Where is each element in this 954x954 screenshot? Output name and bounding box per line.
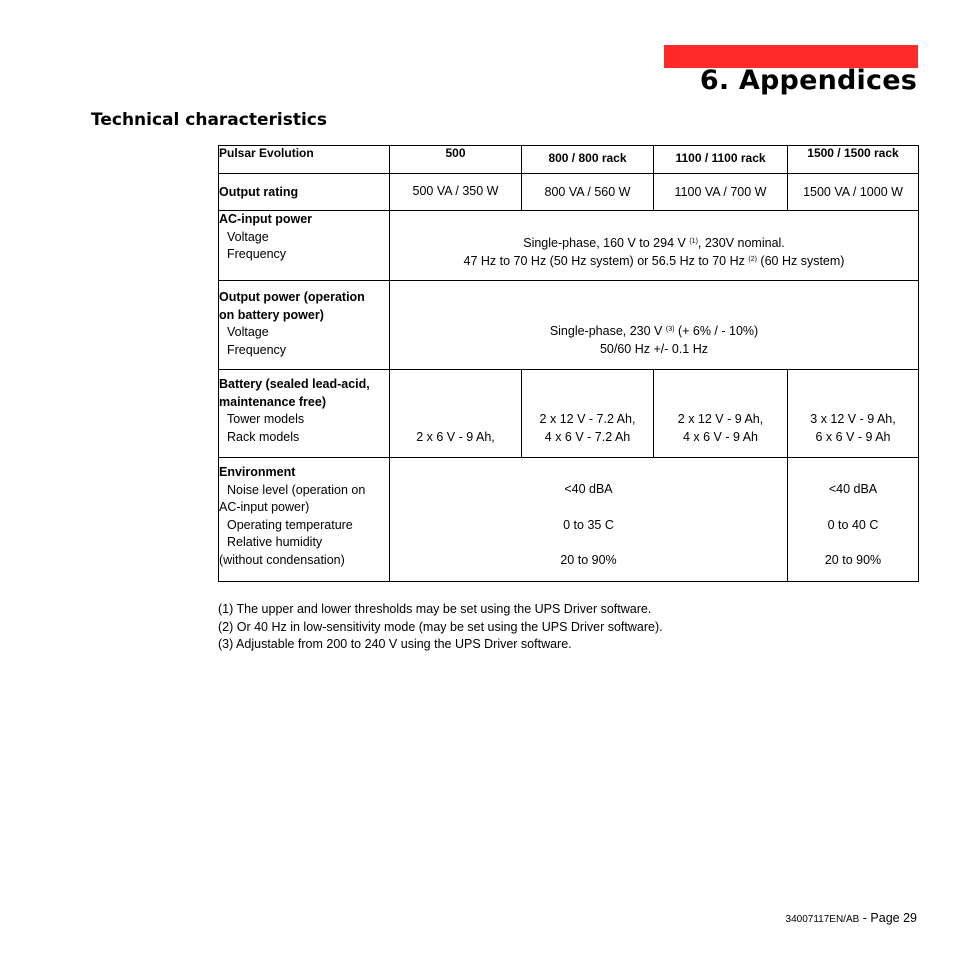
- label-ac-input-title: AC-input power: [219, 212, 313, 226]
- footnote-3: (3) Adjustable from 200 to 240 V using the UPS Driver software.: [218, 637, 572, 651]
- label-noise-2: AC-input power): [219, 500, 310, 514]
- label-humidity-1: Relative humidity: [227, 535, 323, 549]
- label-output-rating: Output rating: [219, 174, 390, 211]
- label-output-battery-title2: on battery power): [219, 307, 324, 322]
- footnotes: [218, 601, 663, 654]
- env-b-temperature: 0 to 40 C: [827, 517, 879, 532]
- label-output-battery: [219, 281, 390, 370]
- ob-voltage-text: Single-phase, 230 V: [549, 324, 663, 338]
- label-battery: [219, 370, 390, 458]
- value-battery-500: 2 x 6 V - 9 Ah,: [390, 370, 522, 458]
- page-number: - Page 29: [862, 911, 917, 925]
- label-ac-voltage: Voltage: [227, 229, 269, 244]
- value-output-1100: 1100 VA / 700 W: [654, 174, 788, 211]
- ob-frequency: 50/60 Hz +/- 0.1 Hz: [599, 341, 709, 356]
- header-cell-500: 500: [390, 146, 522, 174]
- header-cell-1500: 1500 / 1500 rack: [788, 146, 919, 174]
- label-tower-models: Tower models: [227, 412, 305, 426]
- value-environment-a: [390, 458, 788, 582]
- env-a-temperature: 0 to 35 C: [563, 517, 614, 532]
- battery-800-tower: 2 x 12 V - 7.2 Ah,: [539, 412, 636, 426]
- label-noise-1: Noise level (operation on: [227, 482, 366, 497]
- value-battery-800: [522, 370, 654, 458]
- label-rack-models: Rack models: [227, 429, 300, 444]
- battery-800-rack: 4 x 6 V - 7.2 Ah: [544, 429, 631, 444]
- battery-1500-tower: 3 x 12 V - 9 Ah,: [810, 412, 896, 426]
- row-output-rating: [219, 174, 919, 211]
- ac-voltage-line: [390, 235, 918, 253]
- env-b-humidity: 20 to 90%: [824, 553, 882, 567]
- ob-voltage-line: [390, 323, 918, 341]
- row-output-battery: [219, 281, 919, 370]
- note-ref-3: (3): [665, 326, 675, 333]
- section-title: Technical characteristics: [91, 110, 327, 130]
- value-environment-b: [788, 458, 919, 582]
- value-battery-1500: [788, 370, 919, 458]
- footnote-2: (2) Or 40 Hz in low-sensitivity mode (may be set using the UPS Driver software).: [218, 619, 663, 634]
- footnote-1: (1) The upper and lower thresholds may be set using the UPS Driver software.: [218, 602, 652, 616]
- value-output-800: 800 VA / 560 W: [522, 174, 654, 211]
- label-output-battery-title1: Output power (operation: [219, 290, 365, 304]
- battery-1100-rack: 4 x 6 V - 9 Ah: [682, 429, 759, 444]
- ac-frequency-line: [390, 253, 918, 271]
- value-ac-input: [390, 211, 919, 281]
- label-environment: [219, 458, 390, 582]
- value-output-500: 500 VA / 350 W: [390, 174, 522, 211]
- battery-1100-tower: 2 x 12 V - 9 Ah,: [677, 412, 764, 426]
- page-footer: [786, 911, 917, 925]
- label-temperature: Operating temperature: [227, 517, 353, 532]
- ac-frequency-suffix: (60 Hz system): [760, 253, 845, 268]
- ac-voltage-text: Single-phase, 160 V to 294 V: [523, 236, 686, 250]
- ac-voltage-suffix: , 230V nominal.: [697, 236, 785, 250]
- env-a-humidity: 20 to 90%: [560, 553, 617, 567]
- label-humidity-2: (without condensation): [219, 552, 345, 567]
- ob-voltage-suffix: (+ 6% / - 10%): [677, 324, 759, 338]
- ac-frequency-text: 47 Hz to 70 Hz (50 Hz system) or 56.5 Hz to 70 Hz: [463, 253, 745, 268]
- spec-table: [218, 145, 919, 582]
- label-ac-frequency: Frequency: [227, 247, 287, 261]
- header-cell-800: 800 / 800 rack: [522, 146, 654, 174]
- label-battery-title1: Battery (sealed lead-acid,: [219, 377, 370, 391]
- label-ob-frequency: Frequency: [227, 342, 287, 357]
- header-cell-1100: 1100 / 1100 rack: [654, 146, 788, 174]
- label-ob-voltage: Voltage: [227, 325, 269, 339]
- value-output-battery: [390, 281, 919, 370]
- value-battery-1100: [654, 370, 788, 458]
- label-battery-title2: maintenance free): [219, 394, 326, 409]
- header-cell-model: Pulsar Evolution: [219, 146, 390, 174]
- value-output-1500: 1500 VA / 1000 W: [788, 174, 919, 211]
- battery-1500-rack: 6 x 6 V - 9 Ah: [815, 429, 891, 444]
- chapter-title: 6. Appendices: [699, 65, 917, 96]
- label-ac-input: [219, 211, 390, 281]
- row-environment: [219, 458, 919, 582]
- env-a-noise: <40 dBA: [564, 482, 613, 496]
- env-b-noise: <40 dBA: [828, 482, 878, 496]
- table-header-row: [219, 146, 919, 174]
- row-ac-input: [219, 211, 919, 281]
- row-battery: [219, 370, 919, 458]
- note-ref-2: (2): [748, 255, 757, 263]
- doc-code: 34007117EN/AB: [785, 914, 860, 925]
- note-ref-1: (1): [689, 238, 698, 245]
- label-environment-title: Environment: [219, 465, 296, 479]
